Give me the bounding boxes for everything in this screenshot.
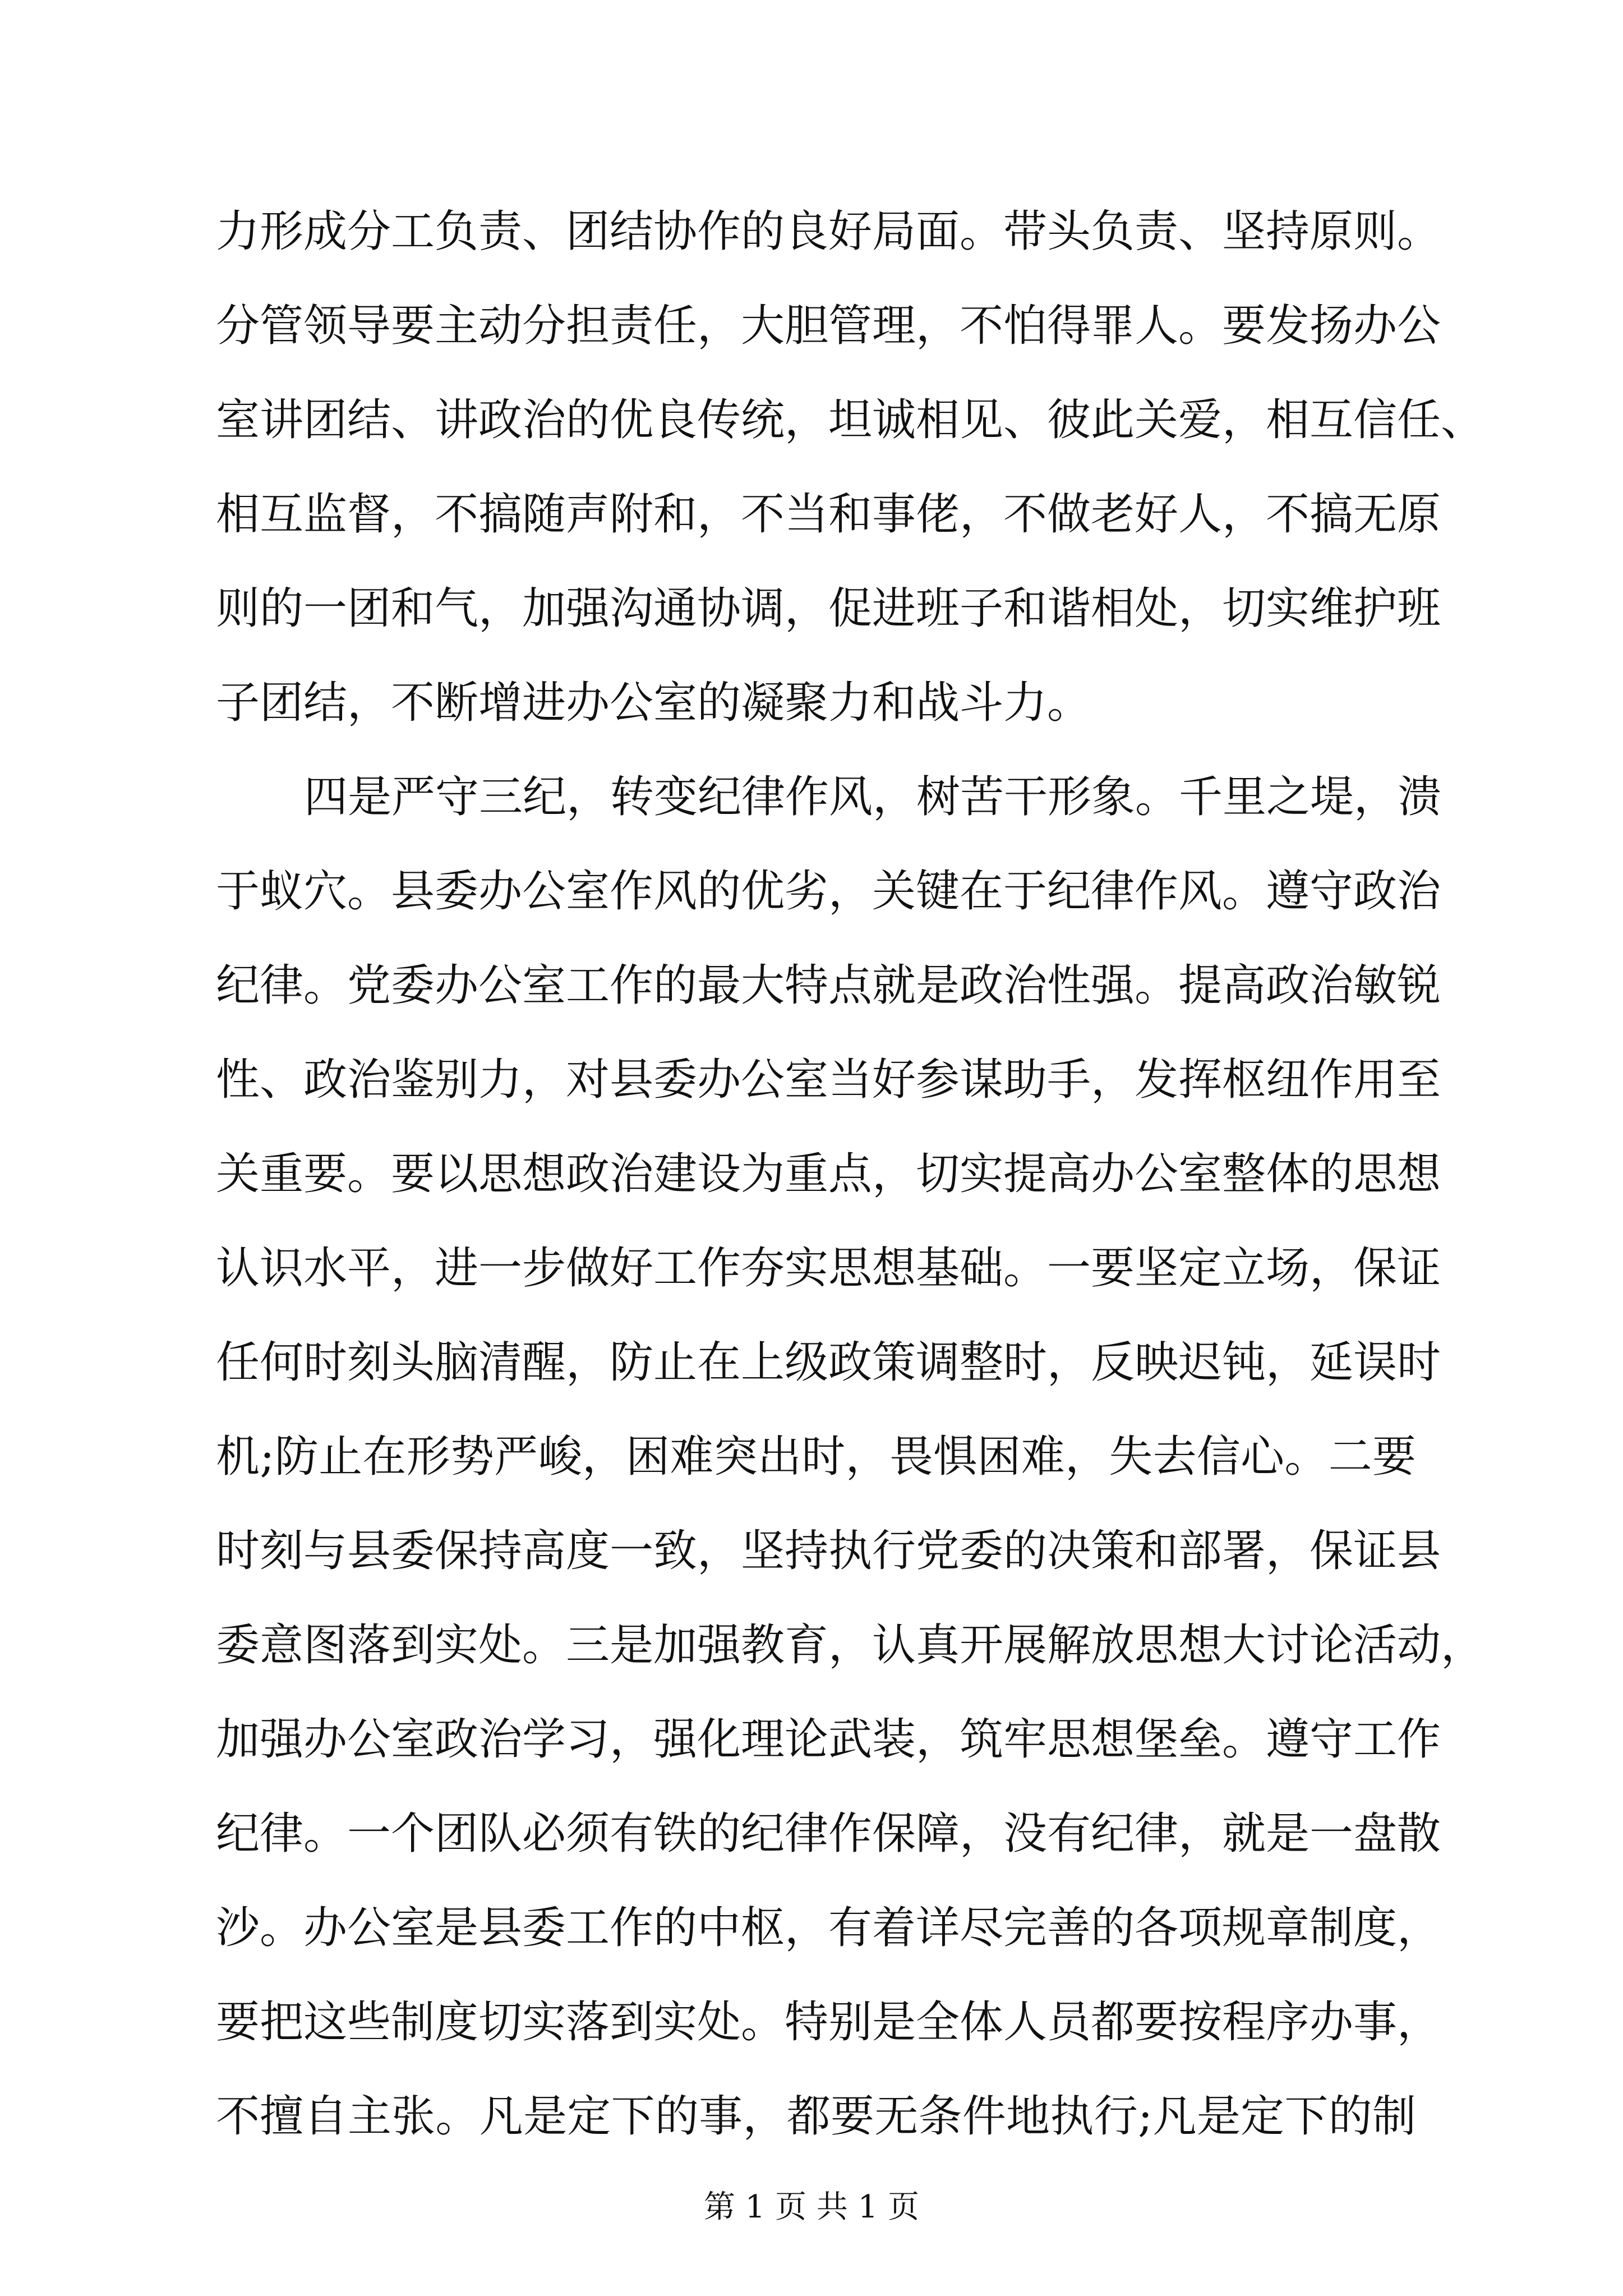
text-line: 力形成分工负责、团结协作的良好局面。带头负责、坚持原则。	[216, 206, 1441, 257]
text-line: 四是严守三纪，转变纪律作风，树苦干形象。千里之堤，溃	[304, 772, 1442, 822]
text-line: 于蚁穴。县委办公室作风的优劣，关键在于纪律作风。遵守政治	[216, 866, 1441, 917]
text-line: 子团结，不断增进办公室的凝聚力和战斗力。	[216, 678, 1091, 728]
text-line: 则的一团和气，加强沟通协调，促进班子和谐相处，切实维护班	[216, 583, 1441, 634]
text-line: 纪律。党委办公室工作的最大特点就是政治性强。提高政治敏锐	[216, 960, 1441, 1011]
text-line: 室讲团结、讲政治的优良传统，坦诚相见、彼此关爱，相互信任、	[216, 395, 1485, 445]
text-line: 机;防止在形势严峻，困难突出时，畏惧困难，失去信心。二要	[216, 1432, 1416, 1482]
text-line: 任何时刻头脑清醒，防止在上级政策调整时，反映迟钝，延误时	[216, 1337, 1441, 1388]
text-line: 不擅自主张。凡是定下的事，都要无条件地执行;凡是定下的制	[216, 2091, 1416, 2142]
text-line: 分管领导要主动分担责任，大胆管理，不怕得罪人。要发扬办公	[216, 301, 1441, 351]
text-line: 加强办公室政治学习，强化理论武装，筑牢思想堡垒。遵守工作	[216, 1714, 1441, 1765]
text-line: 相互监督，不搞随声附和，不当和事佬，不做老好人，不搞无原	[216, 489, 1441, 540]
text-line: 要把这些制度切实落到实处。特别是全体人员都要按程序办事，	[216, 1997, 1441, 2047]
text-line: 纪律。一个团队必须有铁的纪律作保障，没有纪律，就是一盘散	[216, 1809, 1441, 1859]
page-footer: 第 1 页 共 1 页	[703, 2189, 920, 2225]
text-line: 认识水平，进一步做好工作夯实思想基础。一要坚定立场，保证	[216, 1243, 1441, 1294]
text-line: 关重要。要以思想政治建设为重点，切实提高办公室整体的思想	[216, 1149, 1441, 1199]
text-line: 时刻与县委保持高度一致，坚持执行党委的决策和部署，保证县	[216, 1526, 1441, 1576]
text-line: 性、政治鉴别力，对县委办公室当好参谋助手，发挥枢纽作用至	[216, 1055, 1441, 1105]
text-line: 沙。办公室是县委工作的中枢，有着详尽完善的各项规章制度，	[216, 1903, 1441, 1953]
text-line: 委意图落到实处。三是加强教育，认真开展解放思想大讨论活动，	[216, 1620, 1485, 1671]
